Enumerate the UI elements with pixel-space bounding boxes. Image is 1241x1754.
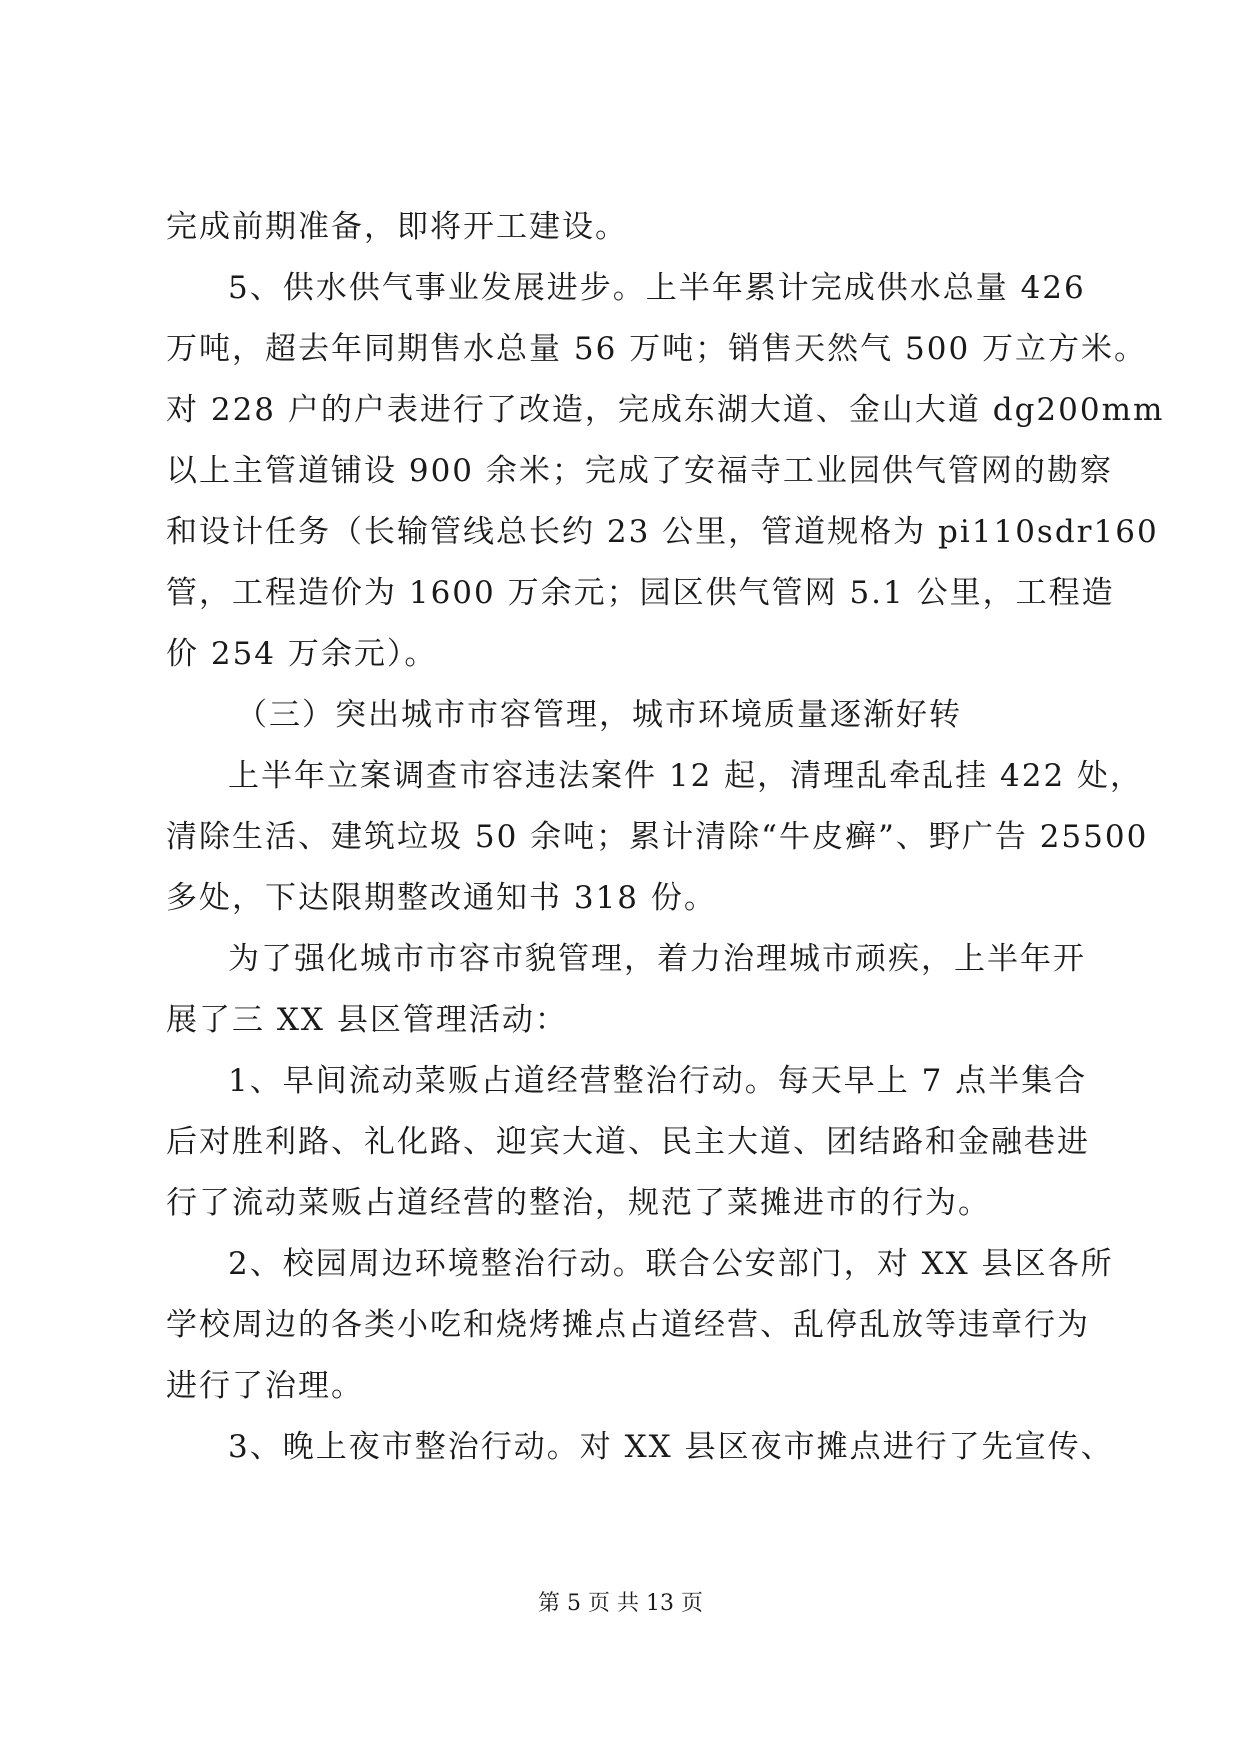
page-footer: 第 5 页 共 13 页 <box>538 1591 703 1616</box>
text-line: 清除生活、建筑垃圾 50 余吨；累计清除“牛皮癣”、野广告 25500 <box>166 819 1149 855</box>
text-line: 管，工程造价为 1600 万余元；园区供气管网 5.1 公里，工程造 <box>166 575 1115 611</box>
text-line: 完成前期准备，即将开工建设。 <box>166 209 628 245</box>
text-line: 价 254 万余元）。 <box>166 636 438 672</box>
text-line: 上半年立案调查市容违法案件 12 起，清理乱牵乱挂 422 处， <box>228 758 1144 794</box>
text-line: 多处，下达限期整改通知书 318 份。 <box>166 880 717 916</box>
text-line: 以上主管道铺设 900 余米；完成了安福寺工业园供气管网的勘察 <box>166 453 1113 489</box>
text-line: 万吨，超去年同期售水总量 56 万吨；销售天然气 500 万立方米。 <box>166 331 1148 367</box>
text-line: 学校周边的各类小吃和烧烤摊点占道经营、乱停乱放等违章行为 <box>166 1307 1090 1343</box>
text-line: 后对胜利路、礼化路、迎宾大道、民主大道、团结路和金融巷进 <box>166 1124 1090 1160</box>
text-line: 和设计任务（长输管线总长约 23 公里，管道规格为 pi110sdr160 <box>166 514 1159 550</box>
text-line: 2、校园周边环境整治行动。联合公安部门，对 XX 县区各所 <box>228 1246 1114 1282</box>
text-line: 为了强化城市市容市貌管理，着力治理城市顽疾，上半年开 <box>228 941 1086 977</box>
text-line: 5、供水供气事业发展进步。上半年累计完成供水总量 426 <box>228 270 1086 306</box>
text-line: 进行了治理。 <box>166 1368 364 1404</box>
section-heading: （三）突出城市市容管理，城市环境质量逐渐好转 <box>236 697 962 733</box>
text-line: 对 228 户的户表进行了改造，完成东湖大道、金山大道 dg200mm <box>166 392 1165 428</box>
text-line: 3、晚上夜市整治行动。对 XX 县区夜市摊点进行了先宣传、 <box>228 1429 1114 1465</box>
text-line: 展了三 XX 县区管理活动： <box>166 1002 568 1038</box>
text-line: 行了流动菜贩占道经营的整治，规范了菜摊进市的行为。 <box>166 1185 991 1221</box>
text-line: 1、早间流动菜贩占道经营整治行动。每天早上 7 点半集合 <box>228 1063 1088 1099</box>
